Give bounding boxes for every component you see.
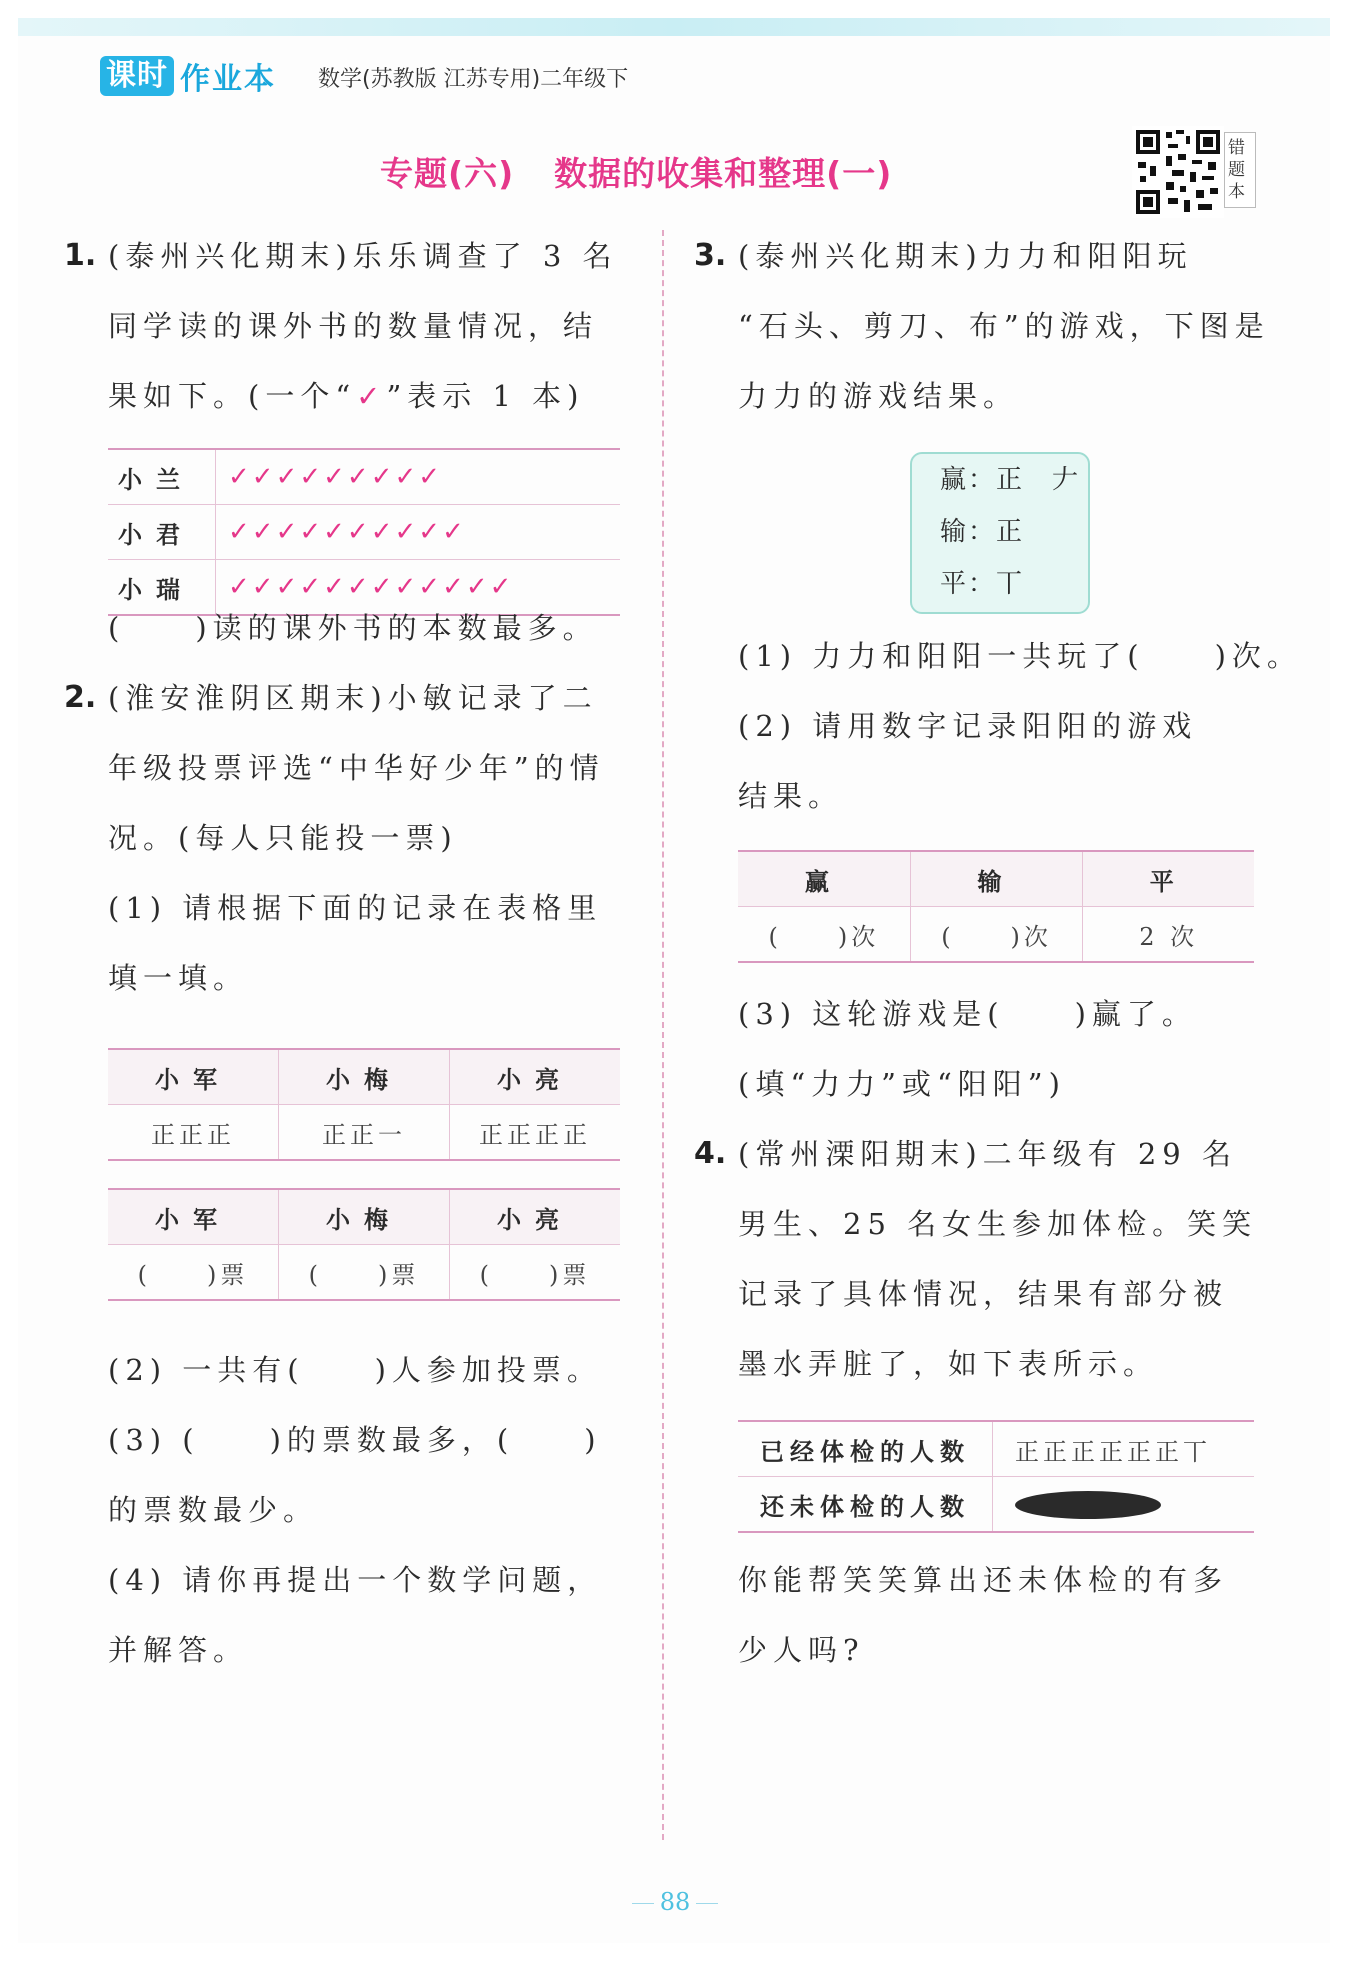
- q1-line-3: [108, 376, 584, 416]
- page-number: 88: [620, 1888, 730, 1916]
- page-title: [380, 148, 892, 195]
- table-row: [108, 449, 620, 505]
- answer-cell[interactable]: ( )次: [910, 907, 1083, 963]
- q3-line-3: 力力的游戏结果。: [738, 379, 1019, 413]
- q4-line-3: 记录了具体情况，结果有部分被: [738, 1277, 1229, 1311]
- q2-line-4: (1) 请根据下面的记录在表格里: [108, 891, 603, 925]
- error-book-label: 错题本: [1224, 132, 1256, 208]
- table-header-row: [738, 851, 1254, 907]
- q2-tally-table: [108, 1048, 620, 1161]
- logo-main: 课时: [100, 56, 174, 96]
- votes-answer-cell[interactable]: ( )票: [108, 1245, 279, 1301]
- table-header-row: [108, 1189, 620, 1245]
- header-cell: 平: [1083, 851, 1254, 907]
- book-info: 数学(苏教版 江苏专用)二年级下: [318, 67, 629, 92]
- result-win: 赢：正 𠂇: [940, 465, 1081, 495]
- q1-line-3-tail: ”表示 1 本): [386, 379, 585, 413]
- q2-line-3: 况。(每人只能投一票): [108, 821, 458, 855]
- header-cell: 小军: [108, 1189, 279, 1245]
- q4-question-2: 少人吗?: [738, 1633, 865, 1667]
- tally-cell: 正正正正: [450, 1105, 621, 1161]
- q3-sub-1[interactable]: (1) 力力和阳阳一共玩了( )次。: [738, 639, 1302, 673]
- tally-cell: 正正一: [279, 1105, 450, 1161]
- q3-line-2: “石头、剪刀、布”的游戏，下图是: [738, 309, 1270, 343]
- q3-result-table: [738, 850, 1254, 963]
- q2-line-1: (淮安淮阴区期末)小敏记录了二: [108, 681, 598, 715]
- table-row: [108, 505, 620, 560]
- q2-sub-4-cont: 并解答。: [108, 1633, 249, 1667]
- votes-answer-cell[interactable]: ( )票: [450, 1245, 621, 1301]
- logo-sub: 作业本: [180, 62, 276, 97]
- q2-sub-3-cont: 的票数最少。: [108, 1493, 319, 1527]
- header-cell: 小亮: [450, 1049, 621, 1105]
- header-cell: 小亮: [450, 1189, 621, 1245]
- q1-line-3-head: 果如下。(一个“: [108, 379, 357, 413]
- q2-number: 2.: [64, 680, 97, 715]
- q1-name-cell: 小君: [108, 505, 216, 560]
- q4-line-2: 男生、25 名女生参加体检。笑笑: [738, 1207, 1258, 1241]
- table-row: [738, 907, 1254, 963]
- q4-line-1: (常州溧阳期末)二年级有 29 名: [738, 1137, 1237, 1171]
- ink-blot: [1015, 1491, 1161, 1519]
- q4-label-cell: 已经体检的人数: [738, 1421, 993, 1477]
- q1-number: 1.: [64, 238, 97, 273]
- votes-answer-cell[interactable]: ( )票: [279, 1245, 450, 1301]
- q4-label-cell: 还未体检的人数: [738, 1477, 993, 1533]
- game-result-box: [910, 452, 1090, 614]
- table-row: [738, 1477, 1254, 1533]
- header-cell: 输: [910, 851, 1083, 907]
- q4-value-cell: 正正正正正正丅: [993, 1421, 1255, 1477]
- value-cell: 2 次: [1083, 907, 1254, 963]
- q2-sub-2[interactable]: (2) 一共有( )人参加投票。: [108, 1353, 602, 1387]
- top-band: [18, 18, 1330, 36]
- table-row: [108, 1245, 620, 1301]
- column-divider: [662, 230, 664, 1840]
- q2-votes-table: [108, 1188, 620, 1301]
- q2-line-5: 填一填。: [108, 961, 249, 995]
- q3-line-1: (泰州兴化期末)力力和阳阳玩: [738, 239, 1193, 273]
- q3-sub-3[interactable]: (3) 这轮游戏是( )赢了。: [738, 997, 1197, 1031]
- q1-line-2: 同学读的课外书的数量情况，结: [108, 309, 599, 343]
- header-cell: 小梅: [279, 1049, 450, 1105]
- check-icon: ✓: [356, 379, 387, 413]
- q4-table: [738, 1420, 1254, 1533]
- q4-line-4: 墨水弄脏了，如下表所示。: [738, 1347, 1159, 1381]
- header-cell: 赢: [738, 851, 910, 907]
- result-draw: 平：丅: [940, 569, 1025, 599]
- q1-question[interactable]: ( )读的课外书的本数最多。: [108, 611, 598, 645]
- result-lose: 输：正: [940, 517, 1025, 547]
- q1-marks-cell: ✓✓✓✓✓✓✓✓✓✓: [216, 505, 621, 560]
- q1-table: [108, 448, 620, 616]
- table-row: [108, 560, 620, 616]
- qr-code-icon[interactable]: [1132, 126, 1224, 218]
- q1-line-1: (泰州兴化期末)乐乐调查了 3 名: [108, 239, 618, 273]
- table-row: [738, 1421, 1254, 1477]
- q4-number: 4.: [694, 1136, 727, 1171]
- table-header-row: [108, 1049, 620, 1105]
- q4-ink-cell: [993, 1477, 1255, 1533]
- q2-sub-3[interactable]: (3) ( )的票数最多，( ): [108, 1423, 602, 1457]
- title-name: 数据的收集和整理(一): [554, 154, 893, 193]
- q1-name-cell: 小瑞: [108, 560, 216, 616]
- q3-sub-2: (2) 请用数字记录阳阳的游戏: [738, 709, 1198, 743]
- header-cell: 小军: [108, 1049, 279, 1105]
- tally-cell: 正正正: [108, 1105, 279, 1161]
- q2-line-2: 年级投票评选“中华好少年”的情: [108, 751, 605, 785]
- book-logo: [100, 56, 276, 96]
- q2-sub-4: (4) 请你再提出一个数学问题，: [108, 1563, 603, 1597]
- answer-cell[interactable]: ( )次: [738, 907, 910, 963]
- q3-sub-3-hint: (填“力力”或“阳阳”): [738, 1067, 1066, 1101]
- q4-question-1: 你能帮笑笑算出还未体检的有多: [738, 1563, 1229, 1597]
- header-cell: 小梅: [279, 1189, 450, 1245]
- q1-marks-cell: ✓✓✓✓✓✓✓✓✓✓✓✓: [216, 560, 621, 616]
- table-row: [108, 1105, 620, 1161]
- q3-number: 3.: [694, 238, 727, 273]
- q1-name-cell: 小兰: [108, 449, 216, 505]
- q3-sub-2-cont: 结果。: [738, 779, 844, 813]
- q1-marks-cell: ✓✓✓✓✓✓✓✓✓: [216, 449, 621, 505]
- title-topic: 专题(六): [380, 154, 515, 193]
